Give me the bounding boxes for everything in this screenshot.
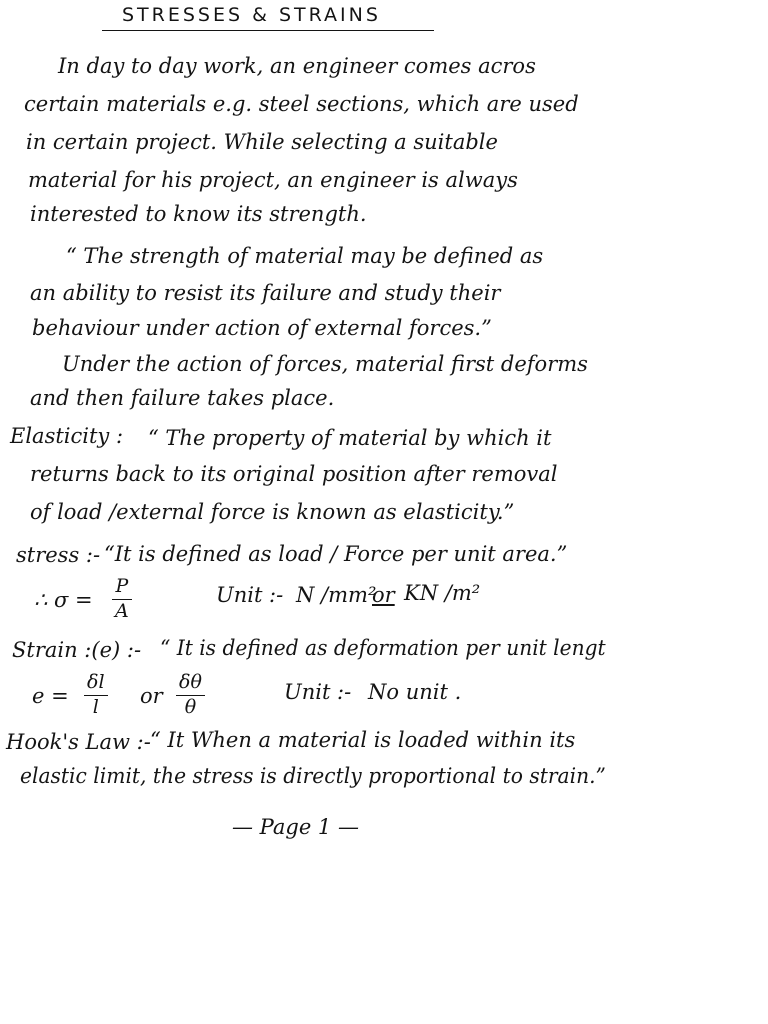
stress-formula-denominator: A — [115, 599, 129, 622]
title-underline — [102, 30, 434, 31]
stress-formula-numerator: P — [112, 576, 132, 600]
stress-definition: “It is defined as load / Force per unit area.” — [104, 542, 568, 566]
intro-line-3: in certain project. While selecting a suitable — [26, 130, 498, 154]
stress-formula-fraction — [112, 576, 132, 623]
strain-unit-value: No unit . — [368, 680, 462, 704]
page-title: STRESSES & STRAINS — [122, 4, 381, 26]
definition-line-2: an ability to resist its failure and study their — [30, 281, 501, 305]
strain-term: Strain :(e) :- — [12, 638, 142, 662]
strain-fraction-1-denominator: l — [92, 695, 99, 718]
stress-formula-prefix: ∴ σ = — [34, 588, 93, 612]
strain-fraction-2 — [176, 672, 205, 719]
page-footer: — Page 1 — — [232, 815, 359, 839]
elasticity-line-2: returns back to its original position after removal — [30, 462, 558, 486]
strain-fraction-2-denominator: θ — [184, 695, 197, 718]
stress-term: stress :- — [16, 543, 101, 567]
elasticity-line-1: “ The property of material by which it — [148, 426, 552, 450]
deform-line-2: and then failure takes place. — [30, 386, 335, 410]
stress-unit-value-2: KN /m² — [404, 581, 481, 605]
strain-fraction-1-numerator: δl — [84, 672, 108, 696]
definition-line-1: “ The strength of material may be defined as — [66, 244, 544, 268]
hooks-law-line-1: “ It When a material is loaded within its — [150, 728, 576, 752]
strain-unit-label: Unit :- — [284, 680, 352, 704]
strain-definition: “ It is defined as deformation per unit lengt — [160, 636, 606, 660]
intro-line-4: material for his project, an engineer is always — [28, 168, 518, 192]
definition-line-3: behaviour under action of external forces.” — [32, 316, 492, 340]
elasticity-term: Elasticity : — [10, 424, 124, 448]
strain-formula-prefix: e = — [32, 684, 69, 708]
strain-formula-or: or — [140, 684, 163, 708]
stress-unit-label: Unit :- — [216, 583, 284, 607]
hooks-law-line-2: elastic limit, the stress is directly proportional to strain.” — [20, 764, 606, 788]
intro-line-1: In day to day work, an engineer comes acros — [58, 54, 536, 78]
strain-fraction-1 — [84, 672, 108, 719]
hooks-law-term: Hook's Law :- — [6, 730, 151, 754]
stress-unit-or: or — [372, 583, 395, 607]
strain-fraction-2-numerator: δθ — [176, 672, 205, 696]
deform-line-1: Under the action of forces, material first deforms — [62, 352, 588, 376]
intro-line-2: certain materials e.g. steel sections, which are used — [24, 92, 579, 116]
stress-unit-value-1: N /mm² — [296, 583, 377, 607]
intro-line-5: interested to know its strength. — [30, 202, 367, 226]
elasticity-line-3: of load /external force is known as elasticity.” — [30, 500, 515, 524]
